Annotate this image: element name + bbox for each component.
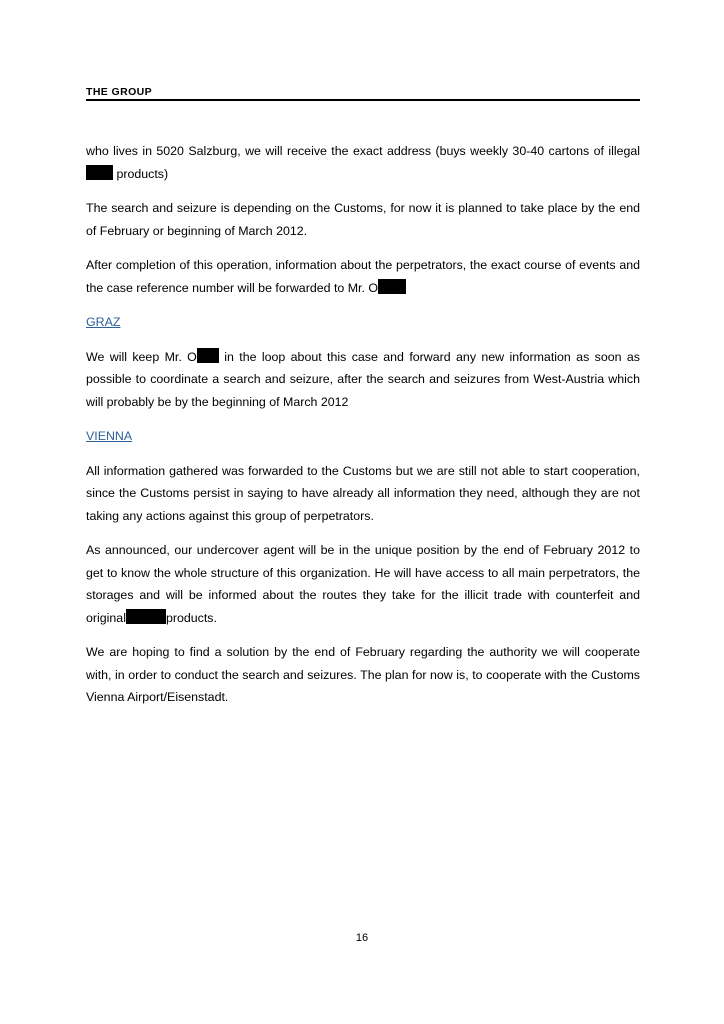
header-rule bbox=[86, 99, 640, 101]
running-header: THE GROUP bbox=[86, 86, 153, 98]
redaction-block bbox=[86, 165, 113, 180]
paragraph-text: products) bbox=[116, 166, 169, 181]
section-heading-graz: GRAZ bbox=[86, 315, 121, 329]
paragraph-search-seizure-timing: The search and seizure is depending on the Customs, for now it is planned to take place by the end of February or beginning of March 2012. bbox=[86, 201, 640, 238]
section-heading-vienna: VIENNA bbox=[86, 429, 133, 443]
paragraph-text: who lives in 5020 Salzburg, we will receive the exact address (buys weekly 30-40 cartons of illegal bbox=[86, 144, 640, 158]
paragraph-text: We will keep Mr. O bbox=[86, 349, 197, 364]
paragraph-text: After completion of this operation, information about the perpetrators, the exact course of events and the case reference number will be forwarded to Mr. O bbox=[86, 258, 640, 295]
paragraph-text: in the loop about this case and forward any new information as soon as possible to coordinate a search and seizure, after the search and seizures from West-Austria which will probably be by the beginning of March 2012 bbox=[86, 349, 640, 409]
paragraph-text: products. bbox=[165, 610, 217, 625]
paragraph-after-completion bbox=[86, 254, 640, 299]
paragraph-salzburg-address bbox=[86, 140, 640, 185]
paragraph-graz bbox=[86, 346, 640, 414]
redaction-block bbox=[197, 348, 219, 363]
redaction-block bbox=[378, 279, 406, 294]
document-body bbox=[86, 140, 640, 721]
redaction-block bbox=[126, 609, 166, 624]
page-number: 16 bbox=[355, 932, 369, 944]
paragraph-vienna-customs: All information gathered was forwarded to the Customs but we are still not able to start cooperation, since the Customs persist in saying to have already all information they need, although they are not taking any actions against this group of perpetrators. bbox=[86, 463, 640, 523]
paragraph-undercover-agent bbox=[86, 539, 640, 629]
paragraph-text: As announced, our undercover agent will be in the unique position by the end of February 2012 to get to know the whole structure of this organization. He will have access to all main perpetrators, the storages and will be informed about the routes they take for the illicit trade with counterfeit and original bbox=[86, 543, 640, 625]
paragraph-authority-solution: We are hoping to find a solution by the end of February regarding the authority we will cooperate with, in order to conduct the search and seizures. The plan for now is, to cooperate with the Customs Vienna Airport/Eisenstadt. bbox=[86, 645, 640, 704]
